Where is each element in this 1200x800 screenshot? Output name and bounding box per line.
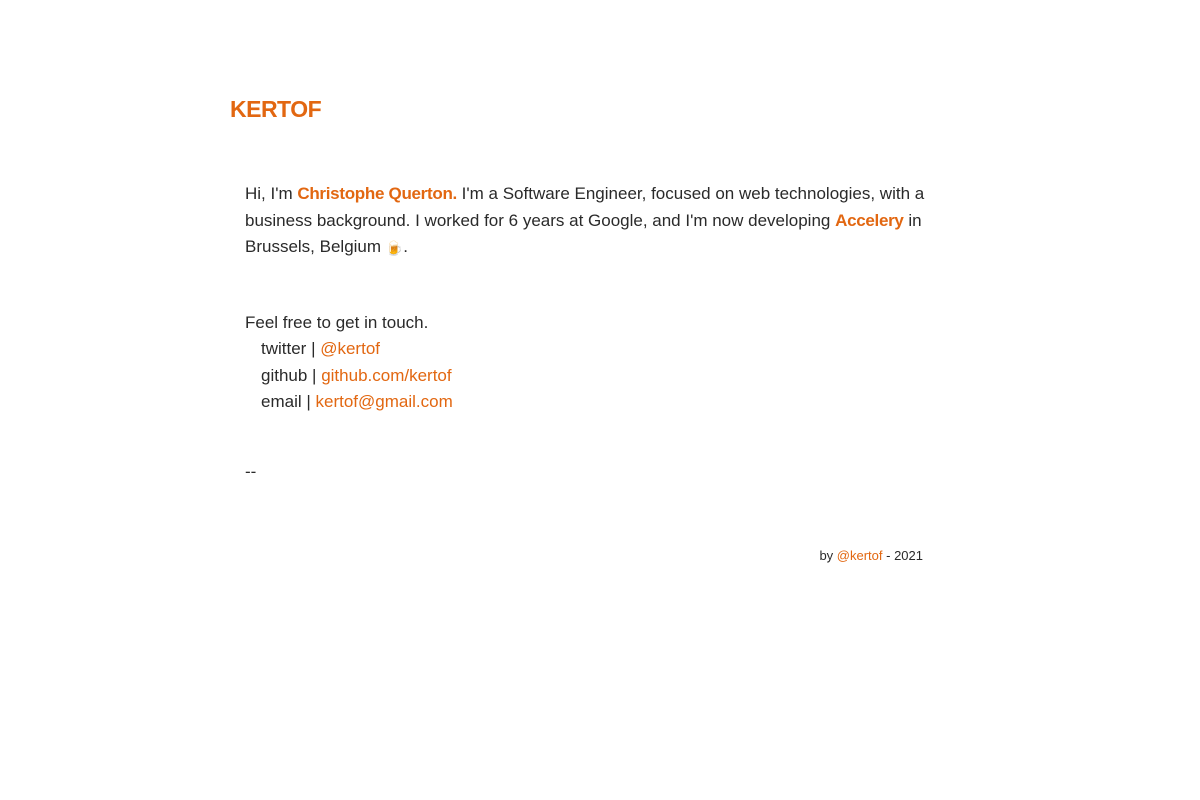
contact-separator: |: [306, 339, 321, 358]
contact-separator: |: [301, 392, 316, 411]
footer-handle-link[interactable]: @kertof: [836, 548, 883, 563]
intro-location: in Brussels, Belgium: [245, 210, 922, 256]
signature-separator: --: [245, 461, 257, 481]
main-content: [245, 181, 935, 485]
beer-icon: 🍺: [385, 240, 404, 256]
site-title[interactable]: KERTOF: [230, 96, 322, 122]
intro-text: I'm a Software Engineer, focused on web technologies, with a business background. I worked for 6 years at Google, and I'm now developing: [245, 184, 925, 230]
contact-heading: Feel free to get in touch.: [245, 312, 429, 332]
footer-year: - 2021: [882, 548, 923, 563]
name-link[interactable]: Christophe Querton.: [297, 184, 457, 203]
intro-paragraph: [245, 181, 935, 262]
intro-period: .: [403, 237, 408, 256]
contact-label: email: [261, 392, 302, 411]
contact-item-twitter: [261, 336, 935, 363]
footer-by: by: [819, 548, 837, 563]
contact-label: twitter: [261, 339, 307, 358]
github-link[interactable]: github.com/kertof: [321, 365, 452, 385]
contact-item-github: [261, 363, 935, 390]
contact-label: github: [261, 365, 308, 385]
email-link[interactable]: kertof@gmail.com: [315, 392, 453, 411]
intro-greeting: Hi, I'm: [245, 184, 293, 203]
contact-separator: |: [307, 365, 322, 385]
footer: [819, 548, 923, 563]
accelery-link[interactable]: Accelery: [835, 210, 904, 230]
contact-list: [245, 336, 935, 416]
contact-item-email: [261, 389, 935, 416]
twitter-link[interactable]: @kertof: [320, 339, 380, 358]
